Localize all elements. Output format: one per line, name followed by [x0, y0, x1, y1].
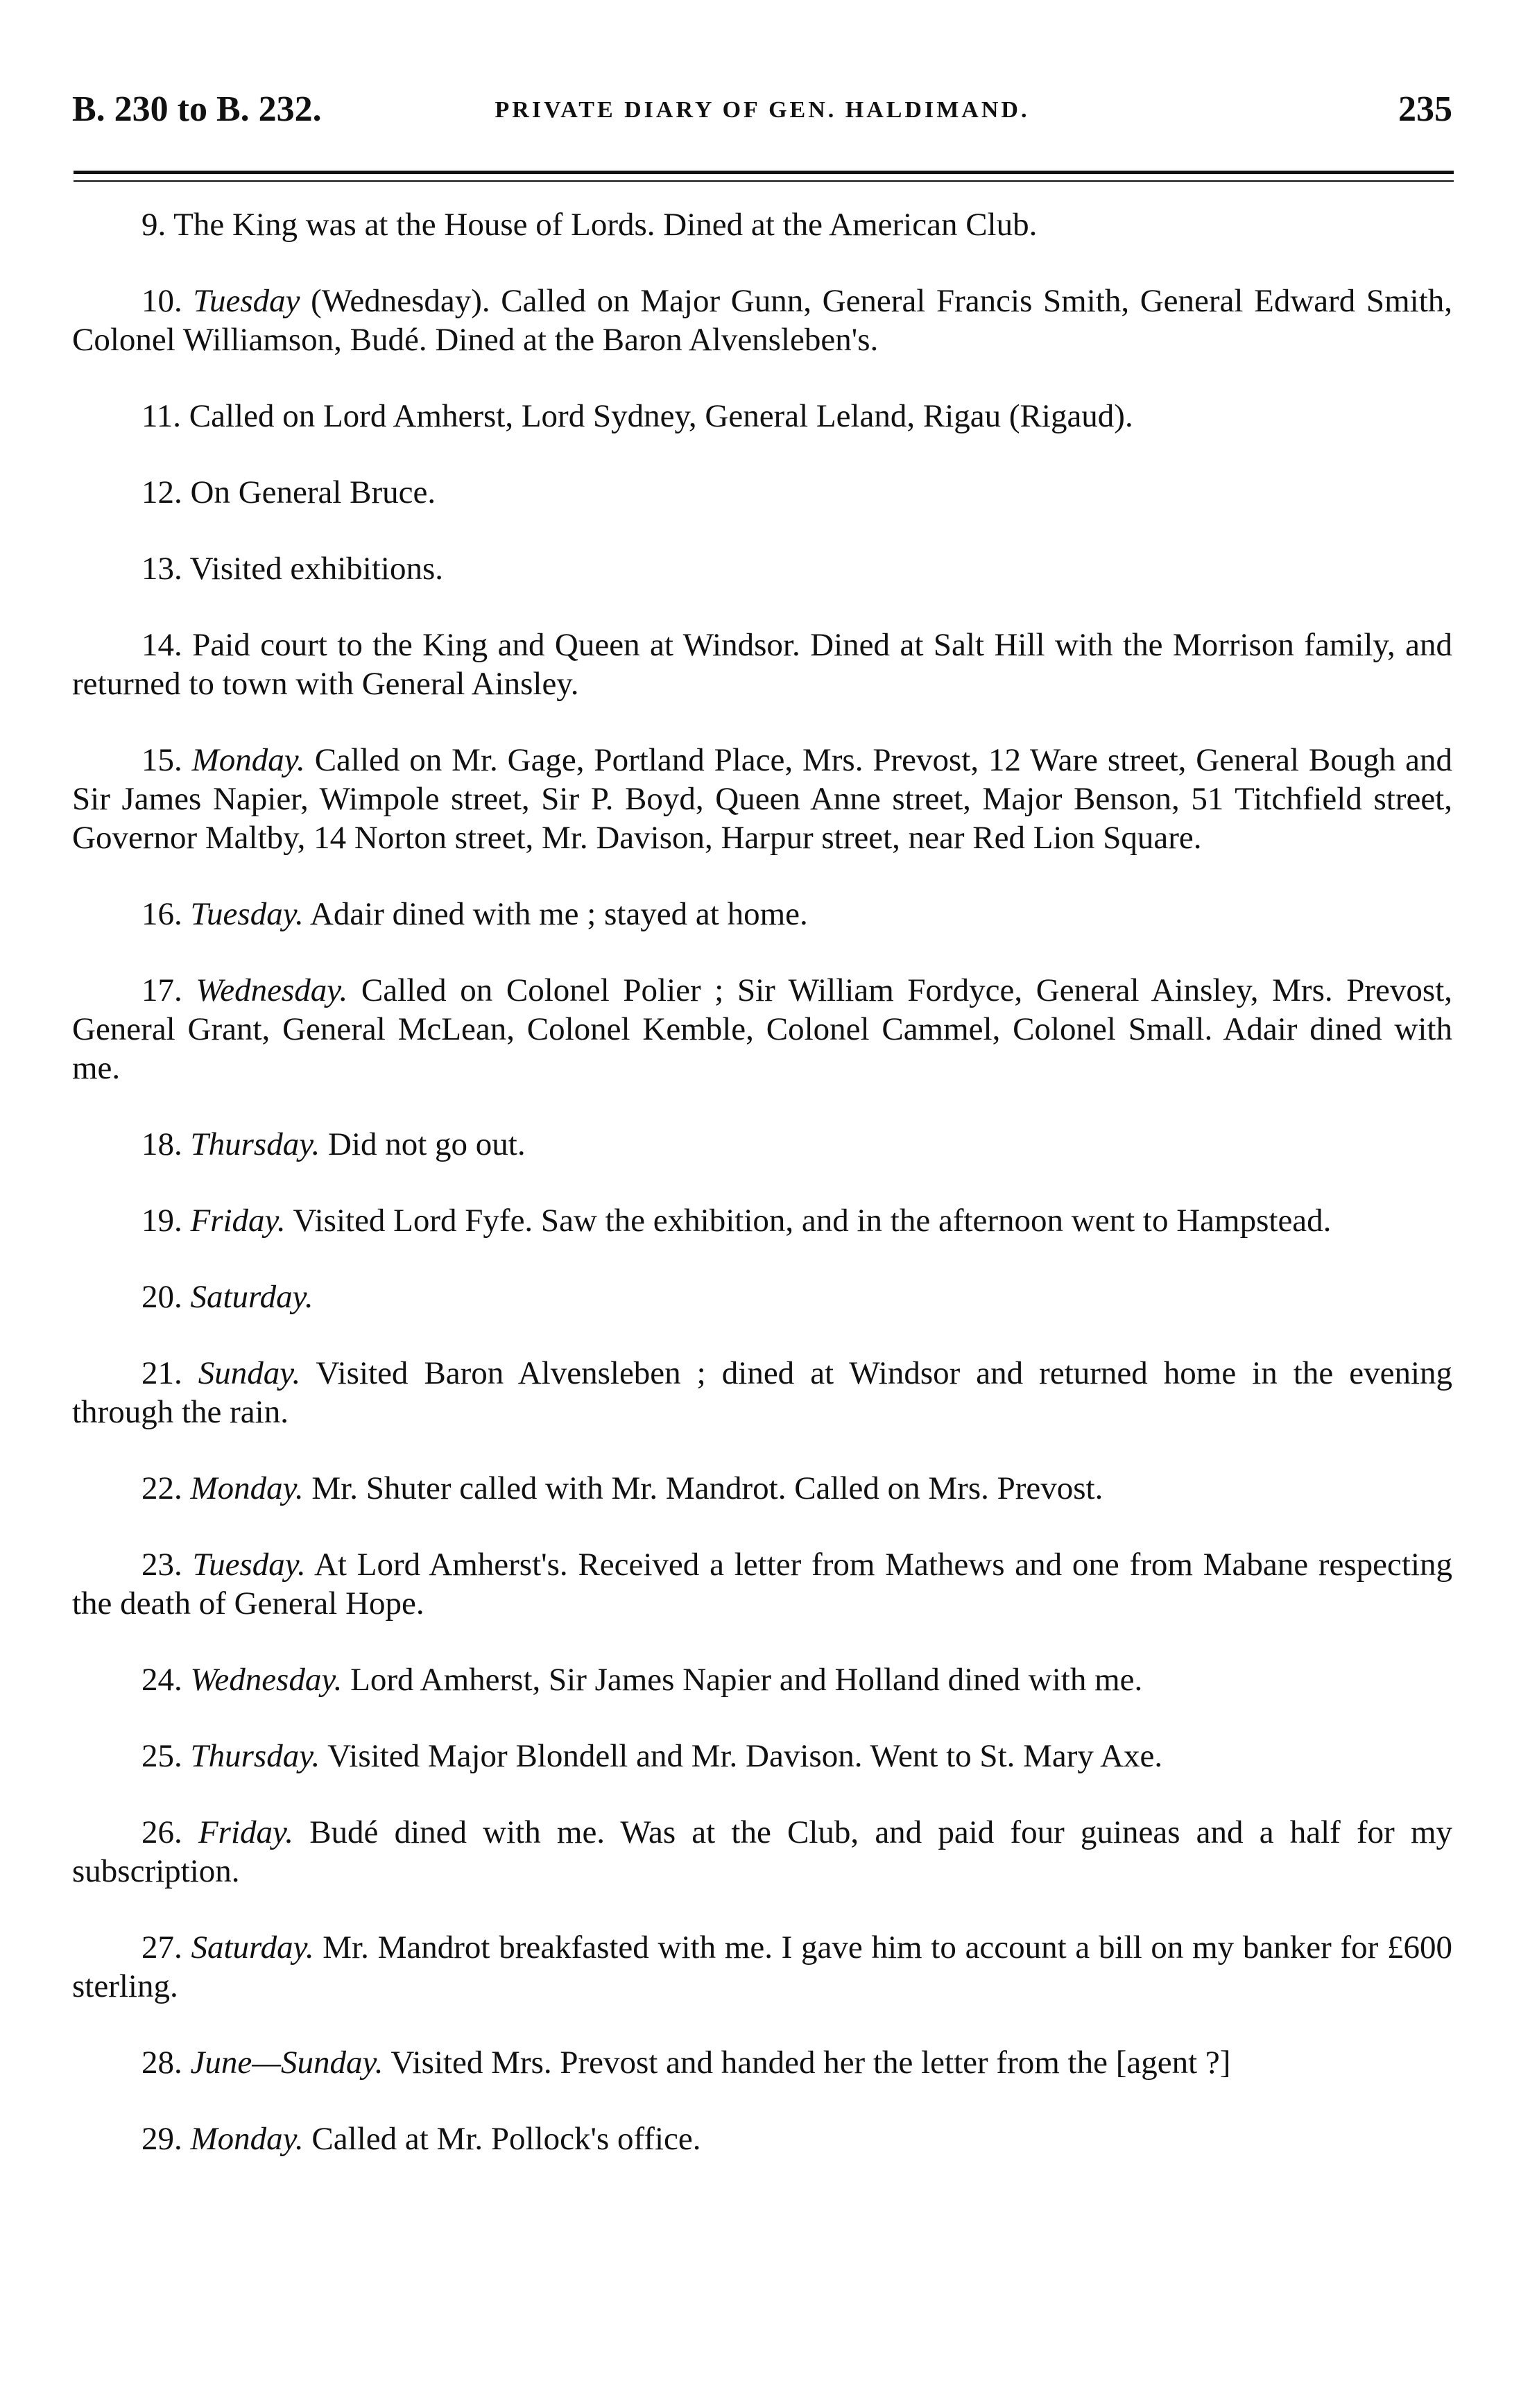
entry-text: Lord Amherst, Sir James Napier and Holland dined with me.	[342, 1662, 1143, 1698]
reference-range: B. 230 to B. 232.	[72, 89, 322, 129]
diary-entry	[72, 282, 1452, 359]
entry-weekday: Thursday.	[190, 1738, 320, 1774]
diary-entry	[72, 1125, 1452, 1164]
entry-date-number: 16.	[141, 896, 182, 932]
entry-date-number: 20.	[141, 1279, 182, 1315]
diary-entries	[72, 205, 1452, 2196]
diary-entry	[72, 1354, 1452, 1431]
entry-text: Called at Mr. Pollock's office.	[303, 2121, 701, 2157]
diary-entry	[72, 473, 1452, 512]
diary-entry	[72, 1660, 1452, 1699]
entry-date-number: 27.	[141, 1929, 182, 1966]
entry-date-number: 23.	[141, 1547, 182, 1583]
entry-date-number: 25.	[141, 1738, 182, 1774]
entry-weekday: Tuesday.	[190, 896, 304, 932]
diary-entry	[72, 2043, 1452, 2082]
entry-text: Called on Lord Amherst, Lord Sydney, General Leland, Rigau (Rigaud).	[189, 398, 1133, 434]
entry-weekday: Monday.	[191, 742, 305, 778]
entry-weekday: Saturday.	[190, 1279, 313, 1315]
entry-date-number: 17.	[141, 972, 182, 1008]
entry-date-number: 24.	[141, 1662, 182, 1698]
entry-text: Mr. Mandrot breakfasted with me. I gave him to account a bill on my banker for £600 sterling.	[72, 1929, 1452, 2004]
entry-text: Visited Baron Alvensleben ; dined at Windsor and returned home in the evening through the rain.	[72, 1355, 1452, 1430]
entry-text: Visited exhibitions.	[189, 551, 443, 587]
entry-date-number: 26.	[141, 1814, 182, 1850]
entry-text: The King was at the House of Lords. Dined at the American Club.	[173, 207, 1038, 243]
entry-weekday: Monday.	[190, 1470, 304, 1506]
entry-weekday: Friday.	[198, 1814, 294, 1850]
diary-entry	[72, 1813, 1452, 1891]
entry-text: At Lord Amherst's. Received a letter from Mathews and one from Mabane respecting the death of General Hope.	[72, 1547, 1453, 1622]
entry-weekday: June—Sunday.	[190, 2045, 384, 2081]
running-title: PRIVATE DIARY OF GEN. HALDIMAND.	[495, 97, 1030, 123]
entry-text: (Wednesday). Called on Major Gunn, General Francis Smith, General Edward Smith, Colonel Williamson, Budé. Dined at the Baron Alvensleben's.	[72, 283, 1452, 358]
diary-entry	[72, 741, 1452, 857]
entry-date-number: 21.	[141, 1355, 182, 1391]
diary-entry	[72, 1278, 1452, 1316]
entry-text: Mr. Shuter called with Mr. Mandrot. Called on Mrs. Prevost.	[303, 1470, 1103, 1506]
diary-entry	[72, 895, 1452, 934]
entry-date-number: 13.	[141, 551, 182, 587]
entry-text: Visited Lord Fyfe. Saw the exhibition, and in the afternoon went to Hampstead.	[285, 1203, 1332, 1239]
entry-date-number: 19.	[141, 1203, 182, 1239]
entry-text: Visited Mrs. Prevost and handed her the letter from the [agent ?]	[383, 2045, 1231, 2081]
diary-entry	[72, 971, 1452, 1087]
diary-entry	[72, 549, 1452, 588]
diary-entry	[72, 2119, 1452, 2158]
entry-text: On General Bruce.	[190, 474, 436, 510]
entry-weekday: Saturday.	[191, 1929, 314, 1966]
entry-date-number: 29.	[141, 2121, 182, 2157]
entry-weekday: Wednesday.	[190, 1662, 343, 1698]
entry-text: Visited Major Blondell and Mr. Davison. Went to St. Mary Axe.	[320, 1738, 1163, 1774]
diary-entry	[72, 205, 1452, 244]
entry-date-number: 12.	[141, 474, 182, 510]
entry-date-number: 28.	[141, 2045, 182, 2081]
entry-date-number: 14.	[141, 627, 182, 663]
entry-weekday: Wednesday.	[196, 972, 348, 1008]
entry-weekday: Tuesday	[193, 283, 300, 319]
diary-entry	[72, 1545, 1452, 1623]
entry-date-number: 15.	[141, 742, 182, 778]
entry-text: Adair dined with me ; stayed at home.	[303, 896, 808, 932]
entry-weekday: Tuesday.	[192, 1547, 306, 1583]
page-number: 235	[1398, 89, 1452, 129]
entry-text: Called on Colonel Polier ; Sir William Fordyce, General Ainsley, Mrs. Prevost, General Grant, General McLean, Colonel Kemble, Colonel Cammel, Colonel Small. Adair dined with me.	[72, 972, 1453, 1086]
header-rule-thin	[74, 180, 1454, 182]
entry-weekday: Thursday.	[190, 1126, 320, 1162]
diary-entry	[72, 1201, 1452, 1240]
running-header	[72, 89, 1452, 144]
entry-weekday: Monday.	[190, 2121, 304, 2157]
entry-date-number: 10.	[141, 283, 182, 319]
entry-date-number: 22.	[141, 1470, 182, 1506]
entry-text: Paid court to the King and Queen at Windsor. Dined at Salt Hill with the Morrison family, and returned to town with General Ainsley.	[72, 627, 1453, 702]
diary-entry	[72, 1737, 1452, 1775]
entry-text: Budé dined with me. Was at the Club, and paid four guineas and a half for my subscription.	[72, 1814, 1453, 1889]
diary-entry	[72, 1928, 1452, 2006]
entry-date-number: 11.	[141, 398, 182, 434]
diary-entry	[72, 1469, 1452, 1508]
diary-entry	[72, 397, 1452, 436]
entry-text: Did not go out.	[320, 1126, 526, 1162]
diary-entry	[72, 626, 1452, 703]
entry-weekday: Friday.	[190, 1203, 286, 1239]
entry-date-number: 9.	[141, 207, 166, 243]
header-rule-thick	[74, 171, 1454, 174]
entry-text: Called on Mr. Gage, Portland Place, Mrs. Prevost, 12 Ware street, General Bough and Sir James Napier, Wimpole street, Sir P. Boyd, Queen Anne street, Major Benson, 51 Titchfield street, Governor Maltby, 14 Norton street, Mr. Davison, Harpur street, near Red Lion Square.	[72, 742, 1453, 856]
entry-date-number: 18.	[141, 1126, 182, 1162]
entry-weekday: Sunday.	[198, 1355, 301, 1391]
